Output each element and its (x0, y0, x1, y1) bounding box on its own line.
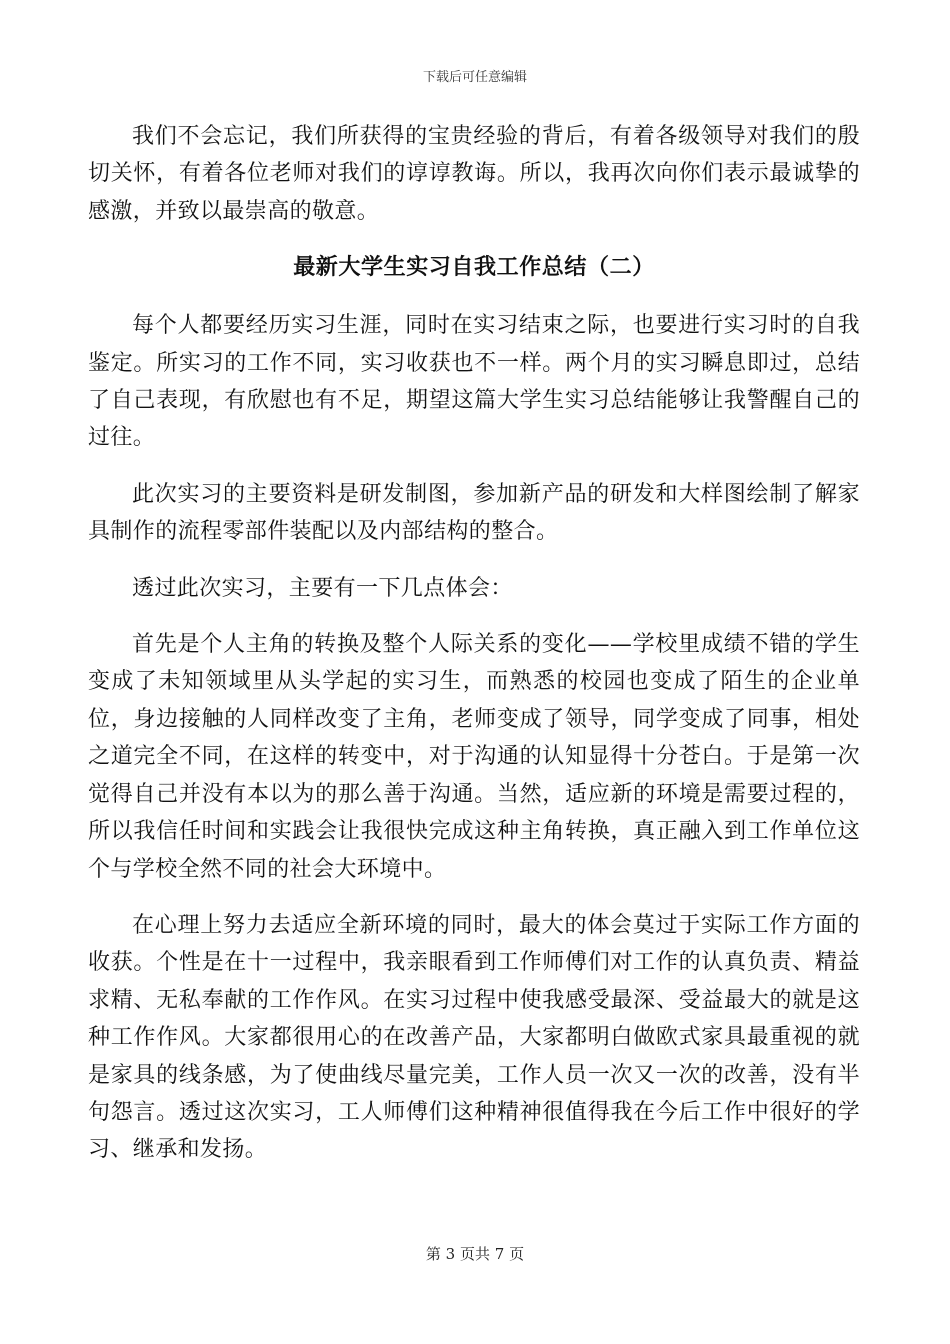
paragraph-main-content: 此次实习的主要资料是研发制图，参加新产品的研发和大样图绘制了解家具制作的流程零部件装配以及内部结构的整合。 (88, 481, 860, 545)
paragraph-experience-lead: 透过此次实习，主要有一下几点体会： (132, 575, 513, 601)
paragraph-work-gains: 在心理上努力去适应全新环境的同时，最大的体会莫过于实际工作方面的收获。个性是在十一过程中，我亲眼看到工作师傅们对工作的认真负责、精益求精、无私奉献的工作作风。在实习过程中使我感受最深、受益最大的就是这种工作作风。大家都很用心的在改善产品，大家都明白做欧式家具最重视的就是家具的线条感，为了使曲线尽量完美，工作人员一次又一次的改善，没有半句怨言。透过这次实习，工人师傅们这种精神很值得我在今后工作中很好的学习、继承和发扬。 (88, 912, 860, 1163)
paragraph-role-change: 首先是个人主角的转换及整个人际关系的变化——学校里成绩不错的学生变成了未知领域里从头学起的实习生，而熟悉的校园也变成了陌生的企业单位，身边接触的人同样改变了主角，老师变成了领导，同学变成了同事，相处之道完全不同，在这样的转变中，对于沟通的认知显得十分苍白。于是第一次觉得自己并没有本以为的那么善于沟通。当然，适应新的环境是需要过程的，所以我信任时间和实践会让我很快完成这种主角转换，真正融入到工作单位这个与学校全然不同的社会大环境中。 (88, 632, 860, 882)
paragraph-intro: 每个人都要经历实习生涯，同时在实习结束之际，也要进行实习时的自我鉴定。所实习的工作不同，实习收获也不一样。两个月的实习瞬息即过，总结了自己表现，有欣慰也有不足，期望这篇大学生实习总结能够让我警醒自己的过往。 (88, 313, 860, 451)
page-number-footer: 第 3 页共 7 页 (425, 1245, 525, 1263)
section-title: 最新大学生实习自我工作总结（二） (293, 254, 655, 281)
header-note: 下载后可任意编辑 (422, 70, 527, 85)
paragraph-closing-thanks: 我们不会忘记，我们所获得的宝贵经验的背后，有着各级领导对我们的殷切关怀，有着各位老师对我们的谆谆教诲。所以，我再次向你们表示最诚挚的感激，并致以最崇高的敬意。 (88, 124, 860, 224)
document-body (88, 118, 860, 1188)
